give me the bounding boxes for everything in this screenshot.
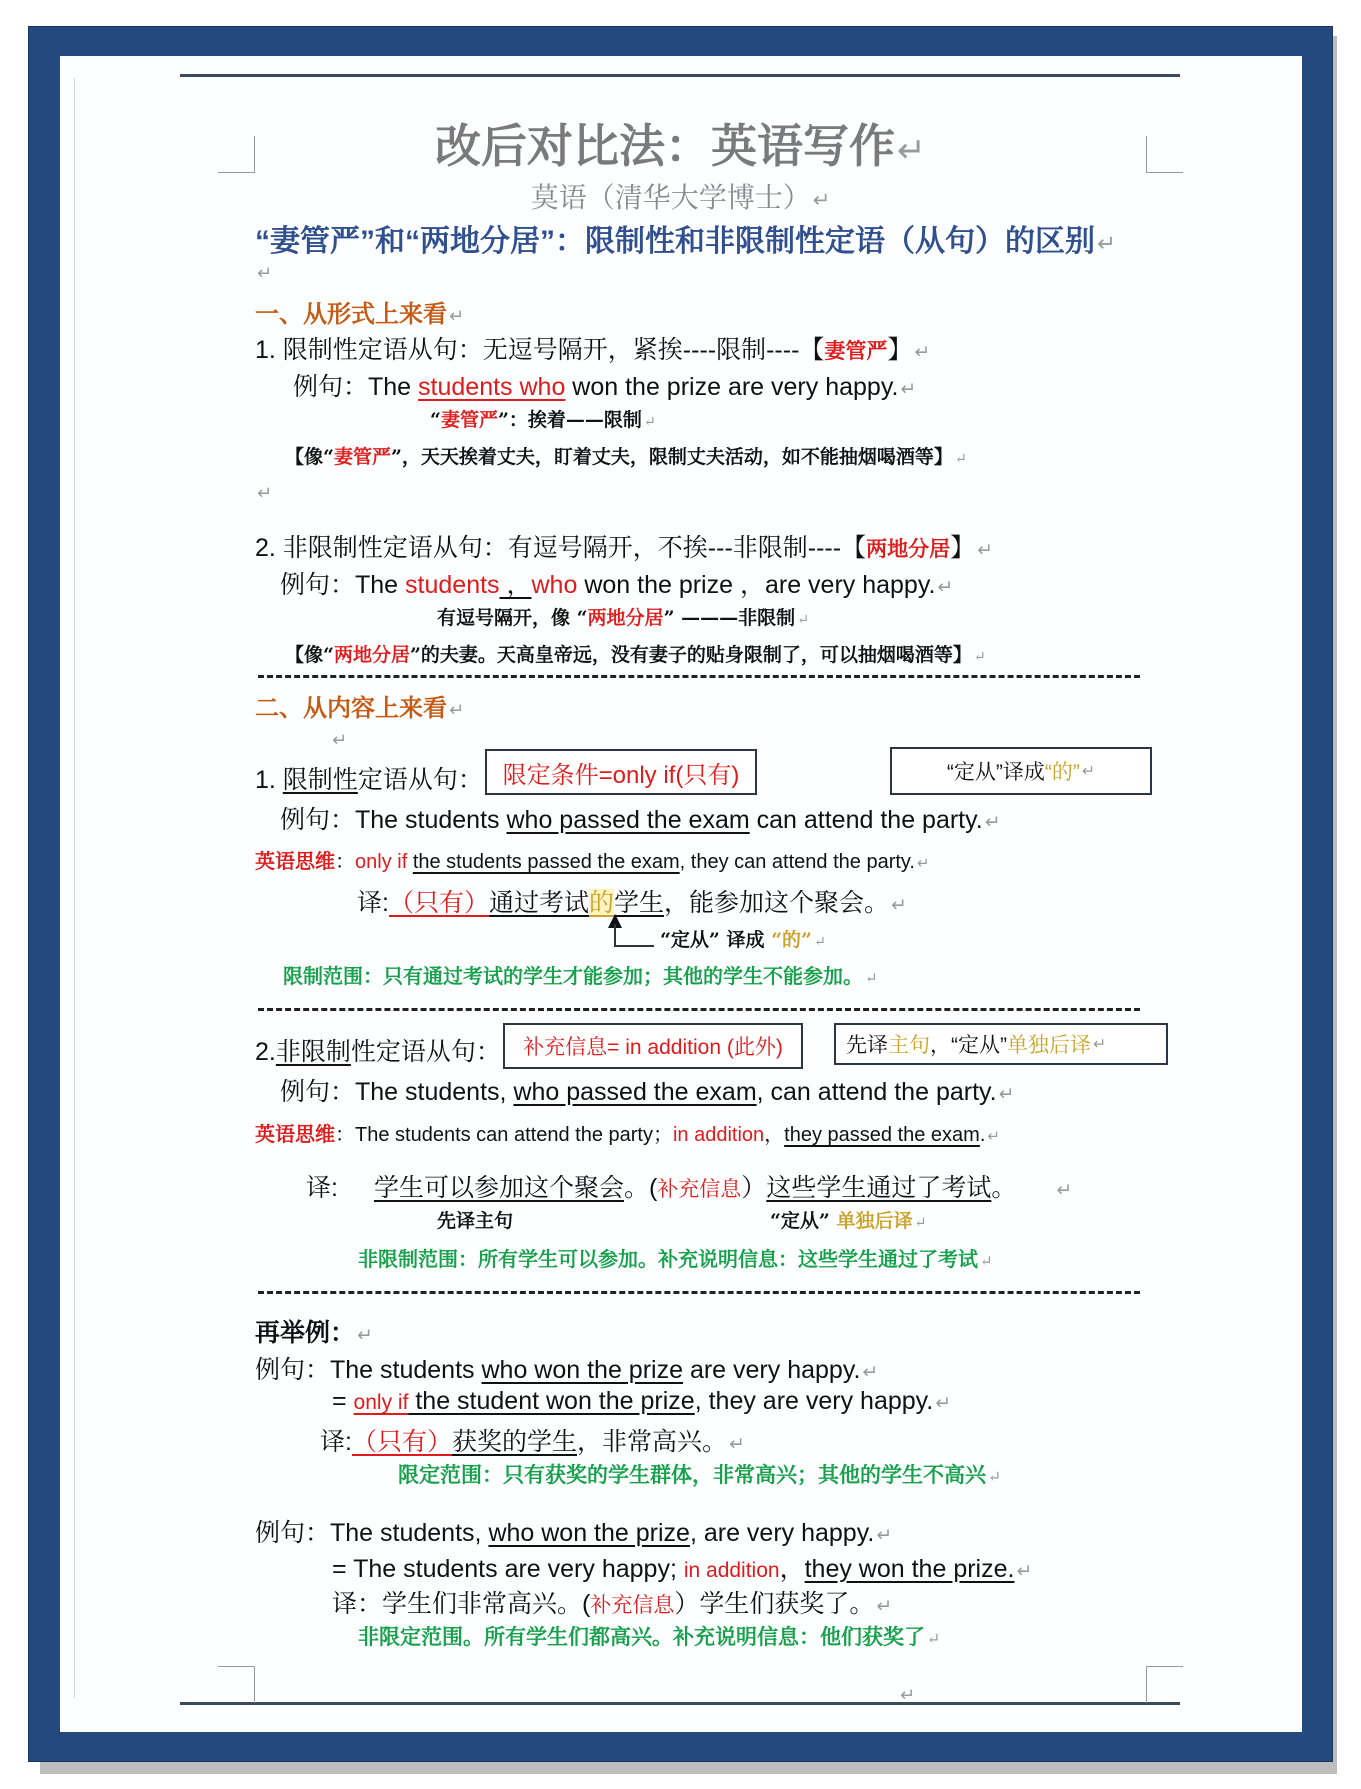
nonrestrictive-scope: 非限制范围：所有学生可以参加。补充说明信息：这些学生通过了考试 ↵ bbox=[358, 1247, 993, 1271]
restrictive-note: “妻管严”：挨着——限制 ↵ bbox=[430, 409, 656, 431]
nonrestrictive-content-label: 2.非限制性定语从句： bbox=[255, 1038, 501, 1066]
paragraph-mark-icon: ↵ bbox=[1056, 1179, 1073, 1200]
example2-equivalent: = The students are very happy; in addition，they won the prize. ↵ bbox=[332, 1555, 1033, 1583]
paragraph-mark-icon: ↵ bbox=[891, 894, 907, 915]
nonrestrictive-rule: 2. 非限制性定语从句：有逗号隔开，不挨---非限制----【两地分居】 ↵ bbox=[255, 534, 993, 562]
empty-paragraph bbox=[255, 258, 272, 286]
paragraph-mark-icon: ↵ bbox=[927, 1629, 941, 1648]
restrictive-content-label: 1. 限制性定语从句： bbox=[255, 766, 483, 794]
dashed-divider bbox=[258, 1291, 1140, 1294]
paragraph-mark-icon: ↵ bbox=[257, 483, 273, 503]
paragraph-mark-icon: ↵ bbox=[449, 306, 465, 326]
paragraph-mark-icon: ↵ bbox=[973, 649, 986, 665]
paragraph-mark-icon: ↵ bbox=[1093, 1036, 1107, 1053]
paragraph-mark-icon: ↵ bbox=[914, 341, 931, 362]
paragraph-mark-icon: ↵ bbox=[900, 1685, 916, 1705]
example1-scope: 限定范围：只有获奖的学生群体，非常高兴；其他的学生不高兴 ↵ bbox=[398, 1462, 1002, 1487]
restrictive-translation-box: “定从”译成 “的” ↵ bbox=[890, 747, 1152, 795]
empty-paragraph bbox=[255, 478, 272, 506]
paragraph-mark-icon: ↵ bbox=[813, 934, 826, 950]
dashed-divider bbox=[258, 1008, 1140, 1011]
paragraph-mark-icon: ↵ bbox=[449, 700, 465, 720]
margin-line bbox=[74, 78, 75, 1698]
crop-mark-bottom-left bbox=[218, 1666, 255, 1703]
example1-sentence: 例句：The students who won the prize are very happy. ↵ bbox=[255, 1356, 879, 1384]
paragraph-mark-icon: ↵ bbox=[1016, 1560, 1033, 1581]
crop-mark-bottom-right bbox=[1146, 1666, 1183, 1703]
example1-translation: 译:（只有）获奖的学生，非常高兴。 ↵ bbox=[320, 1428, 745, 1456]
translate-main-clause-note: 先译主句 bbox=[437, 1210, 514, 1232]
paragraph-mark-icon: ↵ bbox=[729, 1433, 745, 1454]
nonrestrictive-definition-box: 补充信息= in addition (此外) bbox=[503, 1023, 803, 1069]
restrictive-rule: 1. 限制性定语从句：无逗号隔开，紧挨----限制----【妻管严】 ↵ bbox=[255, 336, 931, 364]
paragraph-mark-icon: ↵ bbox=[812, 189, 831, 212]
paragraph-mark-icon: ↵ bbox=[917, 855, 930, 872]
restrictive-definition-box: 限定条件=only if(只有) bbox=[485, 749, 757, 795]
nonrestrictive-translation: 译: 学生可以参加这个聚会。(补充信息）这些学生通过了考试。 ↵ bbox=[306, 1174, 1073, 1202]
example2-scope: 非限定范围。所有学生们都高兴。补充说明信息：他们获奖了 ↵ bbox=[358, 1624, 941, 1649]
paragraph-mark-icon: ↵ bbox=[935, 1392, 951, 1413]
document-author: 莫语（清华大学博士）↵ bbox=[530, 182, 831, 213]
dashed-divider bbox=[258, 675, 1140, 678]
restrictive-translation: 译:（只有）通过考试的学生，能参加这个聚会。 ↵ bbox=[357, 889, 907, 917]
paragraph-mark-icon: ↵ bbox=[332, 730, 348, 750]
section-title-form: 一、从形式上来看 ↵ bbox=[255, 301, 465, 328]
restrictive-example: 例句：The students who won the prize are very happy. ↵ bbox=[293, 373, 917, 401]
top-rule bbox=[180, 74, 1180, 77]
paragraph-mark-icon: ↵ bbox=[1081, 763, 1096, 780]
paragraph-mark-icon: ↵ bbox=[937, 576, 954, 597]
nonrestrictive-note: 有逗号隔开，像 “两地分居” ———非限制 ↵ bbox=[437, 607, 810, 629]
example2-translation: 译：学生们非常高兴。(补充信息）学生们获奖了。 ↵ bbox=[332, 1590, 893, 1618]
document-title: 改后对比法：英语写作↵ bbox=[435, 120, 926, 172]
paragraph-mark-icon: ↵ bbox=[876, 1595, 893, 1616]
clause-translated-after-note: “定从” 单独后译 ↵ bbox=[770, 1210, 927, 1232]
example1-equivalent: = only if the student won the prize, they are very happy. ↵ bbox=[332, 1387, 951, 1415]
paragraph-mark-icon: ↵ bbox=[977, 539, 993, 560]
arrow-connector bbox=[614, 924, 616, 946]
paragraph-mark-icon: ↵ bbox=[643, 414, 656, 430]
empty-paragraph bbox=[330, 725, 347, 753]
arrow-annotation: “定从” 译成 “的” ↵ bbox=[660, 929, 826, 951]
nonrestrictive-example: 例句：The students ，who won the prize ，are very happy. ↵ bbox=[280, 571, 954, 599]
nonrestrictive-analogy: 【像“两地分居”的夫妻。天高皇帝远，没有妻子的贴身限制了，可以抽烟喝酒等】 ↵ bbox=[285, 644, 986, 666]
example2-sentence: 例句：The students, who won the prize, are very happy. ↵ bbox=[255, 1519, 893, 1547]
paragraph-mark-icon: ↵ bbox=[257, 263, 273, 283]
paragraph-mark-icon: ↵ bbox=[862, 1361, 879, 1382]
paragraph-mark-icon: ↵ bbox=[980, 1252, 993, 1270]
paragraph-mark-icon: ↵ bbox=[954, 451, 967, 467]
paragraph-mark-icon: ↵ bbox=[865, 969, 878, 987]
empty-paragraph bbox=[898, 1680, 915, 1708]
paragraph-mark-icon: ↵ bbox=[998, 1083, 1015, 1104]
more-examples-label: 再举例： ↵ bbox=[255, 1319, 373, 1347]
restrictive-english-thinking: 英语思维：only if the students passed the exam, they can attend the party. ↵ bbox=[255, 851, 930, 873]
section-title-content: 二、从内容上来看 ↵ bbox=[255, 695, 465, 722]
paragraph-mark-icon: ↵ bbox=[897, 132, 926, 170]
arrow-connector bbox=[614, 945, 654, 947]
nonrestrictive-english-thinking: 英语思维：The students can attend the party；in addition，they passed the exam. ↵ bbox=[255, 1124, 1000, 1146]
paragraph-mark-icon: ↵ bbox=[357, 1324, 373, 1345]
paragraph-mark-icon: ↵ bbox=[900, 378, 917, 399]
restrictive-scope: 限制范围：只有通过考试的学生才能参加；其他的学生不能参加。 ↵ bbox=[283, 964, 878, 988]
paragraph-mark-icon: ↵ bbox=[797, 612, 810, 628]
bottom-rule bbox=[180, 1702, 1180, 1705]
paragraph-mark-icon: ↵ bbox=[984, 811, 1001, 832]
paragraph-mark-icon: ↵ bbox=[914, 1215, 927, 1231]
restrictive-analogy: 【像“妻管严”，天天挨着丈夫，盯着丈夫，限制丈夫活动，如不能抽烟喝酒等】 ↵ bbox=[285, 446, 967, 468]
restrictive-content-example: 例句：The students who passed the exam can attend the party. ↵ bbox=[280, 806, 1001, 834]
paragraph-mark-icon: ↵ bbox=[988, 1467, 1002, 1486]
paragraph-mark-icon: ↵ bbox=[1097, 231, 1116, 256]
nonrestrictive-content-example: 例句：The students, who passed the exam, can attend the party. ↵ bbox=[280, 1078, 1015, 1106]
nonrestrictive-translation-box: 先译 主句 ，“定从” 单独后译 ↵ bbox=[834, 1023, 1168, 1065]
paragraph-mark-icon: ↵ bbox=[987, 1128, 1000, 1145]
paragraph-mark-icon: ↵ bbox=[876, 1524, 893, 1545]
document-heading: “妻管严”和“两地分居”：限制性和非限制性定语（从句）的区别↵ bbox=[255, 225, 1116, 258]
